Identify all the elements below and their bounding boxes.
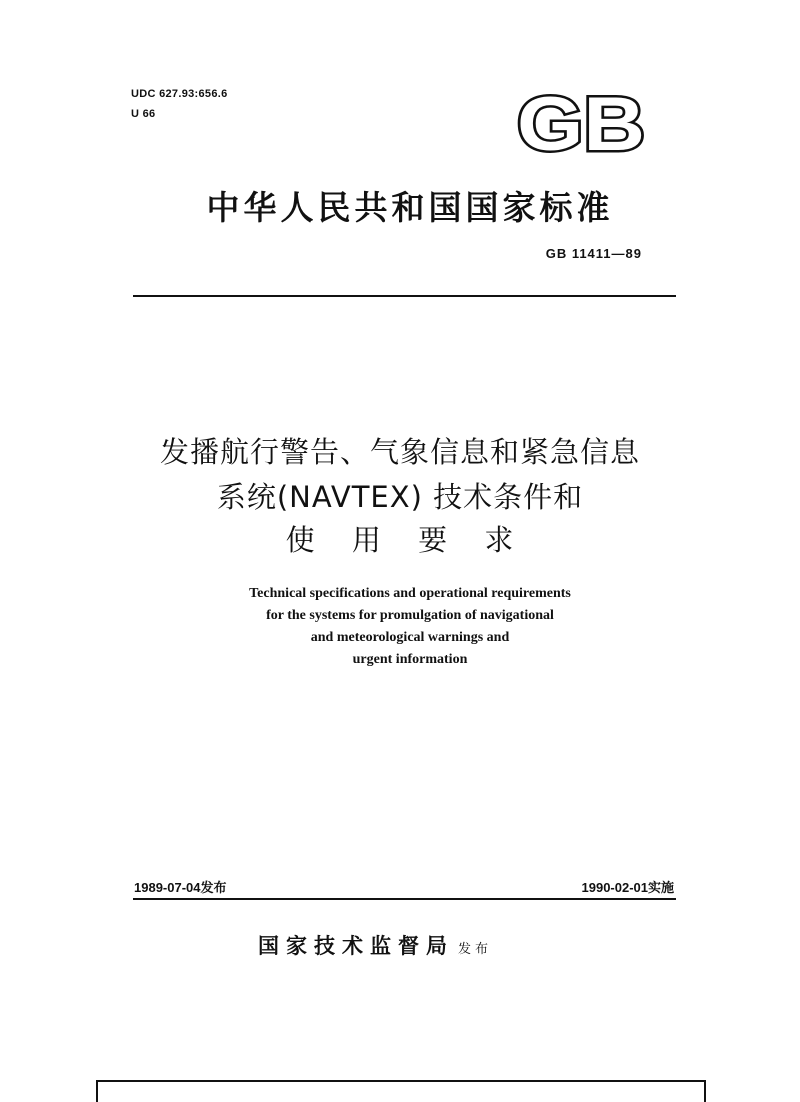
bottom-divider <box>133 898 676 900</box>
english-title-line-1: Technical specifications and operational requirements <box>249 586 571 601</box>
publisher-name: 国家技术监督局 <box>258 934 454 958</box>
category-code: U 66 <box>131 108 156 120</box>
english-title-line-4: urgent information <box>352 652 468 667</box>
udc-code: UDC 627.93:656.6 <box>131 88 228 100</box>
gb-logo <box>515 86 647 158</box>
publisher-suffix: 发布 <box>458 942 493 957</box>
standard-number: GB 11411—89 <box>545 246 642 261</box>
chinese-title-line-3: 使 用 要 求 <box>285 523 515 557</box>
next-page-frame <box>96 1080 706 1102</box>
top-divider <box>133 295 676 297</box>
chinese-title-line-1: 发播航行警告、气象信息和紧急信息 <box>159 435 640 469</box>
standard-title: 中华人民共和国国家标准 <box>206 188 614 227</box>
gb-logo-text: GB <box>517 86 645 158</box>
english-title-line-3: and meteorological warnings and <box>310 630 510 645</box>
chinese-title-line-2: 系统(NAVTEX) 技术条件和 <box>216 480 584 514</box>
english-title-line-2: for the systems for promulgation of navigational <box>266 608 554 623</box>
effective-date: 1990-02-01实施 <box>581 880 674 895</box>
issue-date: 1989-07-04发布 <box>134 880 227 895</box>
classification-block <box>131 84 228 124</box>
publisher <box>258 930 492 960</box>
